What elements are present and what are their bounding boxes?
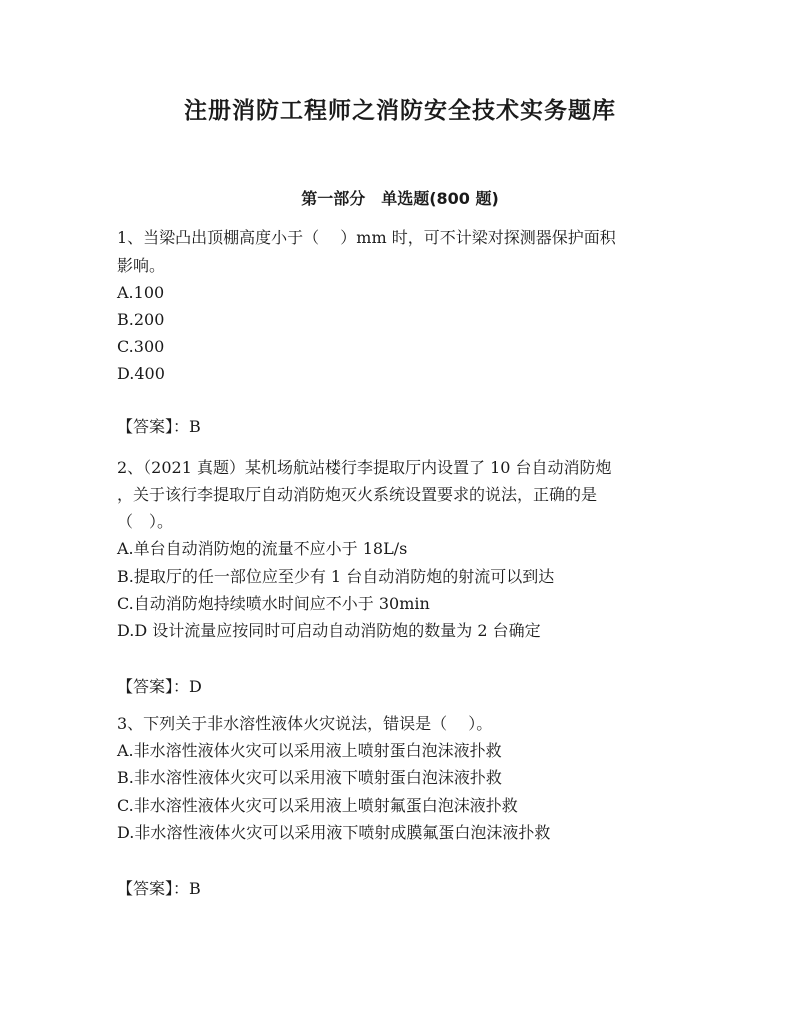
question-2-option-a: A.单台自动消防炮的流量不应小于 18L/s xyxy=(117,539,408,558)
question-1-stem-line-2: 影响。 xyxy=(117,256,166,275)
question-2-option-b: B.提取厅的任一部位应至少有 1 台自动消防炮的射流可以到达 xyxy=(117,567,555,586)
document-title: 注册消防工程师之消防安全技术实务题库 xyxy=(184,98,616,124)
question-3-answer: 【答案】：B xyxy=(117,879,201,898)
question-3-option-a: A.非水溶性液体火灾可以采用液上喷射蛋白泡沫液扑救 xyxy=(117,741,502,760)
question-3-option-d: D.非水溶性液体火灾可以采用液下喷射成膜氟蛋白泡沫液扑救 xyxy=(117,823,551,842)
question-3-stem-line-1: 3、下列关于非水溶性液体火灾说法，错误是（ ）。 xyxy=(117,714,493,733)
question-2-stem-line-3: （ ）。 xyxy=(117,512,174,531)
question-2-answer: 【答案】：D xyxy=(117,677,202,696)
question-3-option-b: B.非水溶性液体火灾可以采用液下喷射蛋白泡沫液扑救 xyxy=(117,768,502,787)
question-2-stem-line-2: ，关于该行李提取厅自动消防炮灭火系统设置要求的说法，正确的是 xyxy=(117,485,598,504)
question-2-stem-line-1: 2、（2021 真题）某机场航站楼行李提取厅内设置了 10 台自动消防炮 xyxy=(117,458,612,477)
section-title: 第一部分 单选题(800 题) xyxy=(301,189,499,208)
question-2-option-c: C.自动消防炮持续喷水时间应不小于 30min xyxy=(117,594,430,613)
question-3-option-c: C.非水溶性液体火灾可以采用液上喷射氟蛋白泡沫液扑救 xyxy=(117,796,518,815)
question-1-stem-line-1: 1、当梁凸出顶棚高度小于（ ）mm 时，可不计梁对探测器保护面积 xyxy=(117,228,616,247)
question-1-answer: 【答案】：B xyxy=(117,417,201,436)
question-1-option-a: A.100 xyxy=(117,283,165,302)
question-1-option-b: B.200 xyxy=(117,310,165,329)
question-2-option-d: D.D 设计流量应按同时可启动自动消防炮的数量为 2 台确定 xyxy=(117,621,541,640)
question-1-option-c: C.300 xyxy=(117,337,165,356)
question-1-option-d: D.400 xyxy=(117,364,165,383)
